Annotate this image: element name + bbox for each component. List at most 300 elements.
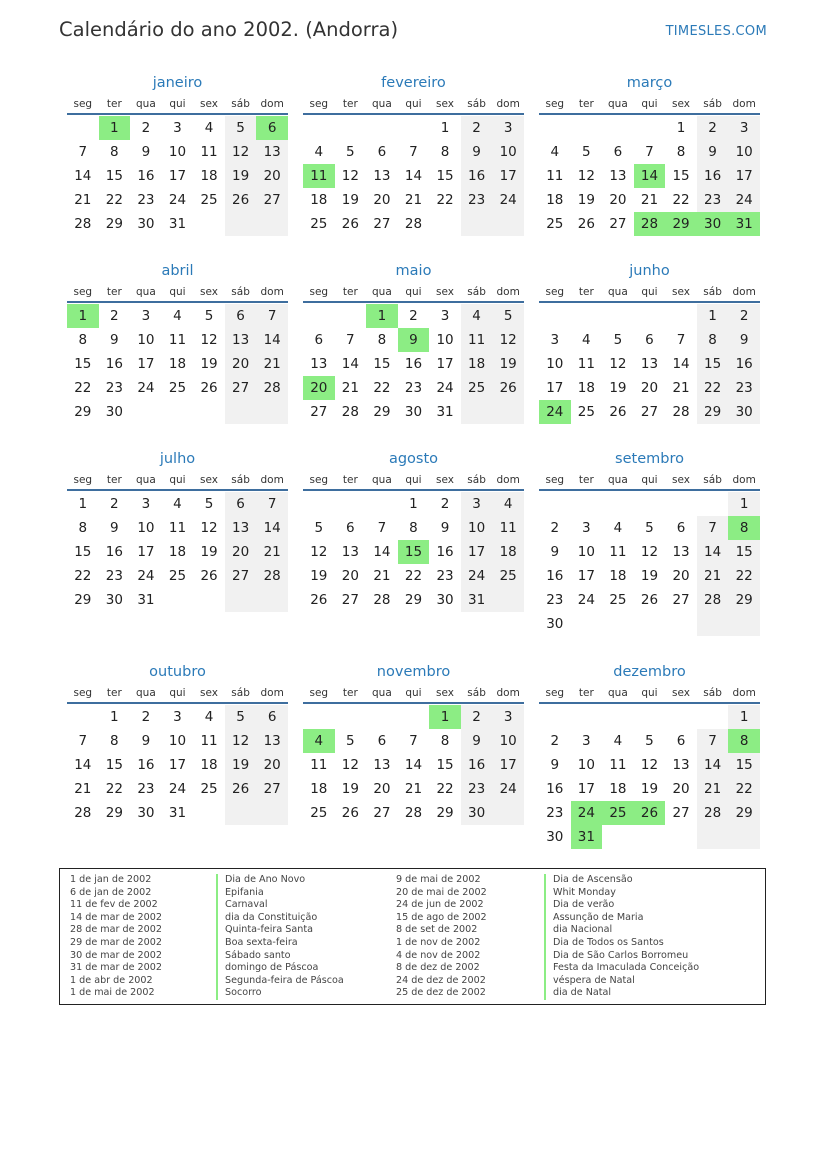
day-cell: 8 <box>110 733 119 749</box>
day-cell: 14 <box>256 516 288 540</box>
week-row <box>303 564 524 588</box>
empty-cell <box>67 705 99 729</box>
day-cell: 22 <box>672 192 690 208</box>
month-novembro <box>303 659 524 825</box>
empty-cell <box>492 801 524 825</box>
weekday-label: sáb <box>231 98 250 110</box>
holiday-day-cell: 24 <box>539 400 571 424</box>
day-cell: 2 <box>409 308 418 324</box>
weekday-label: sex <box>200 474 219 486</box>
month-junho <box>539 258 760 424</box>
day-cell: 26 <box>640 592 659 608</box>
weekday-label: sáb <box>467 98 486 110</box>
day-cell: 6 <box>256 705 288 729</box>
legend-date: 25 de dez de 2002 <box>396 987 486 999</box>
weekday-label: qua <box>372 687 392 699</box>
day-cell: 31 <box>436 404 454 420</box>
day-cell: 9 <box>141 144 151 160</box>
week-row <box>539 212 760 236</box>
day-cell: 19 <box>341 192 359 208</box>
day-cell: 3 <box>173 120 182 136</box>
weekday-header <box>303 96 524 115</box>
site-link[interactable]: TIMESLES.COM <box>665 24 767 39</box>
day-cell: 13 <box>341 544 359 560</box>
day-cell: 6 <box>645 332 654 348</box>
day-cell: 10 <box>168 733 187 749</box>
weekday-label: qua <box>136 474 156 486</box>
legend-holiday-name: Dia de Ascensão <box>544 874 699 887</box>
day-cell: 4 <box>461 304 493 328</box>
empty-cell <box>728 612 760 636</box>
empty-cell <box>697 612 729 636</box>
day-cell: 22 <box>728 777 760 801</box>
day-cell: 19 <box>225 164 257 188</box>
day-cell: 9 <box>697 140 729 164</box>
day-cell: 7 <box>409 733 418 749</box>
week-row <box>539 777 760 801</box>
week-row <box>539 540 760 564</box>
week-row <box>539 753 760 777</box>
day-cell: 9 <box>461 729 493 753</box>
day-cell: 7 <box>346 332 355 348</box>
weekday-label: qua <box>136 687 156 699</box>
day-cell: 6 <box>346 520 355 536</box>
day-cell: 2 <box>550 733 560 749</box>
weekday-label: qua <box>608 98 628 110</box>
day-cell: 18 <box>577 380 595 396</box>
weekday-label: qui <box>405 474 422 486</box>
week-row <box>67 188 288 212</box>
weekday-label: qui <box>405 687 422 699</box>
empty-cell <box>492 212 524 236</box>
empty-cell <box>697 825 729 849</box>
weekday-header <box>539 685 760 704</box>
empty-cell <box>335 492 367 516</box>
day-cell: 20 <box>256 753 288 777</box>
month-janeiro <box>67 70 288 236</box>
day-cell: 3 <box>440 308 450 324</box>
day-cell: 8 <box>440 144 450 160</box>
legend-date: 28 de mar de 2002 <box>70 924 162 936</box>
legend-date: 1 de mai de 2002 <box>70 987 155 999</box>
month-title: dezembro <box>613 664 686 680</box>
empty-cell <box>665 705 697 729</box>
day-cell: 3 <box>728 116 760 140</box>
day-cell: 7 <box>409 144 418 160</box>
month-outubro <box>67 659 288 825</box>
day-cell: 30 <box>404 404 423 420</box>
day-cell: 11 <box>310 757 328 773</box>
day-cell: 26 <box>341 216 359 232</box>
day-cell: 14 <box>74 757 92 773</box>
day-cell: 29 <box>728 588 760 612</box>
day-cell: 4 <box>582 332 591 348</box>
day-cell: 5 <box>346 733 355 749</box>
weekday-label: qua <box>136 98 156 110</box>
weekday-label: qua <box>372 286 392 298</box>
day-cell: 7 <box>256 304 288 328</box>
month-title: novembro <box>376 664 451 680</box>
day-cell: 7 <box>256 492 288 516</box>
page-title: Calendário do ano 2002. (Andorra) <box>59 18 399 41</box>
weekday-label: seg <box>545 98 565 110</box>
day-cell: 27 <box>672 805 690 821</box>
day-cell: 4 <box>314 144 324 160</box>
day-cell: 16 <box>461 164 493 188</box>
weekday-label: qui <box>641 687 658 699</box>
holiday-day-cell: 31 <box>571 825 603 849</box>
weekday-label: dom <box>732 687 756 699</box>
day-cell: 5 <box>204 496 214 512</box>
weekday-header <box>539 472 760 491</box>
legend-holiday-name: Dia de Ano Novo <box>216 874 344 887</box>
weekday-label: seg <box>545 286 565 298</box>
weekday-label: qui <box>169 687 186 699</box>
day-cell: 30 <box>728 400 760 424</box>
day-cell: 15 <box>697 352 729 376</box>
day-cell: 20 <box>256 164 288 188</box>
day-cell: 12 <box>200 520 218 536</box>
day-cell: 13 <box>672 544 690 560</box>
day-cell: 5 <box>346 144 355 160</box>
day-cell: 3 <box>173 709 182 725</box>
day-cell: 17 <box>577 781 595 797</box>
day-cell: 19 <box>310 568 328 584</box>
empty-cell <box>571 492 603 516</box>
weekday-label: qui <box>641 474 658 486</box>
weekday-label: sáb <box>703 687 722 699</box>
day-cell: 10 <box>546 356 564 372</box>
day-cell: 18 <box>200 757 218 773</box>
day-cell: 18 <box>200 168 218 184</box>
legend-holiday-name: dia de Natal <box>544 987 699 1000</box>
legend-date: 20 de mai de 2002 <box>396 886 487 898</box>
weekday-label: qui <box>169 474 186 486</box>
empty-cell <box>602 304 634 328</box>
week-row <box>303 352 524 376</box>
day-cell: 12 <box>341 757 359 773</box>
day-cell: 13 <box>256 140 288 164</box>
day-cell: 3 <box>141 496 151 512</box>
day-cell: 30 <box>436 592 454 608</box>
day-cell: 29 <box>436 805 454 821</box>
day-cell: 8 <box>409 520 418 536</box>
month-julho <box>67 446 288 612</box>
week-row <box>303 492 524 516</box>
legend-holiday-name: Festa da Imaculada Conceição <box>544 962 699 975</box>
week-row <box>539 400 760 424</box>
week-row <box>303 304 524 328</box>
day-cell: 18 <box>310 192 328 208</box>
week-row <box>303 540 524 564</box>
day-cell: 28 <box>74 216 92 232</box>
day-cell: 12 <box>492 328 524 352</box>
day-cell: 13 <box>373 168 391 184</box>
legend-date: 6 de jan de 2002 <box>70 886 152 898</box>
day-cell: 31 <box>137 592 155 608</box>
empty-cell <box>539 116 571 140</box>
weekday-label: sex <box>200 98 219 110</box>
holiday-day-cell: 1 <box>67 304 99 328</box>
empty-cell <box>225 212 257 236</box>
day-cell: 21 <box>256 352 288 376</box>
month-março <box>539 70 760 236</box>
day-cell: 27 <box>609 216 627 232</box>
empty-cell <box>366 705 398 729</box>
day-cell: 15 <box>436 757 454 773</box>
day-cell: 16 <box>105 356 123 372</box>
day-cell: 28 <box>373 592 391 608</box>
day-cell: 17 <box>492 164 524 188</box>
day-cell: 26 <box>200 568 218 584</box>
week-row <box>67 212 288 236</box>
legend-holiday-name: Segunda-feira de Páscoa <box>216 975 344 988</box>
empty-cell <box>193 212 225 236</box>
week-row <box>539 825 760 849</box>
weekday-label: ter <box>342 687 358 699</box>
day-cell: 29 <box>728 801 760 825</box>
week-row <box>303 116 524 140</box>
day-cell: 23 <box>137 781 155 797</box>
legend-holiday-name: Boa sexta-feira <box>216 937 344 950</box>
empty-cell <box>162 588 194 612</box>
empty-cell <box>162 400 194 424</box>
day-cell: 26 <box>200 380 218 396</box>
day-cell: 23 <box>404 380 423 396</box>
day-cell: 14 <box>697 753 729 777</box>
day-cell: 29 <box>404 592 423 608</box>
empty-cell <box>492 588 524 612</box>
week-row <box>67 140 288 164</box>
day-cell: 17 <box>168 757 187 773</box>
day-cell: 24 <box>577 592 595 608</box>
legend-date: 31 de mar de 2002 <box>70 962 162 974</box>
day-cell: 28 <box>256 376 288 400</box>
day-cell: 9 <box>110 332 119 348</box>
day-cell: 31 <box>168 216 187 232</box>
day-cell: 28 <box>256 564 288 588</box>
day-cell: 17 <box>492 753 524 777</box>
day-cell: 27 <box>341 592 359 608</box>
day-cell: 23 <box>461 777 493 801</box>
day-cell: 24 <box>728 188 760 212</box>
day-cell: 25 <box>168 380 187 396</box>
day-cell: 6 <box>314 332 324 348</box>
day-cell: 22 <box>74 568 92 584</box>
day-cell: 21 <box>74 192 92 208</box>
day-cell: 3 <box>582 733 591 749</box>
week-row <box>67 164 288 188</box>
week-row <box>539 705 760 729</box>
day-cell: 29 <box>373 404 391 420</box>
day-cell: 16 <box>436 544 454 560</box>
day-cell: 25 <box>461 376 493 400</box>
day-cell: 16 <box>137 757 155 773</box>
weekday-label: qui <box>405 286 422 298</box>
empty-cell <box>665 825 697 849</box>
day-cell: 23 <box>697 188 729 212</box>
empty-cell <box>256 212 288 236</box>
day-cell: 1 <box>78 496 88 512</box>
day-cell: 18 <box>310 781 328 797</box>
weekday-label: ter <box>578 286 594 298</box>
day-cell: 24 <box>137 568 155 584</box>
legend-dates-right <box>396 874 487 1000</box>
month-agosto <box>303 446 524 612</box>
weekday-header <box>303 472 524 491</box>
empty-cell <box>335 705 367 729</box>
empty-cell <box>492 400 524 424</box>
weekday-label: sáb <box>703 98 722 110</box>
empty-cell <box>665 492 697 516</box>
weekday-label: qua <box>372 474 392 486</box>
empty-cell <box>634 304 666 328</box>
day-cell: 12 <box>341 168 359 184</box>
empty-cell <box>461 400 493 424</box>
day-cell: 30 <box>105 592 123 608</box>
day-cell: 24 <box>168 781 187 797</box>
day-cell: 5 <box>613 332 623 348</box>
day-cell: 2 <box>440 496 450 512</box>
day-cell: 10 <box>168 144 187 160</box>
day-cell: 11 <box>200 144 218 160</box>
weekday-label: seg <box>309 687 329 699</box>
day-cell: 10 <box>728 140 760 164</box>
week-row <box>67 516 288 540</box>
legend-holiday-name: Carnaval <box>216 899 344 912</box>
weekday-label: dom <box>732 98 756 110</box>
day-cell: 13 <box>225 516 257 540</box>
day-cell: 21 <box>341 380 359 396</box>
day-cell: 10 <box>492 729 524 753</box>
day-cell: 7 <box>645 144 654 160</box>
day-cell: 12 <box>225 140 257 164</box>
weekday-label: qua <box>372 98 392 110</box>
weekday-label: dom <box>496 687 520 699</box>
empty-cell <box>256 588 288 612</box>
day-cell: 20 <box>609 192 627 208</box>
day-cell: 6 <box>377 144 387 160</box>
empty-cell <box>634 492 666 516</box>
empty-cell <box>602 612 634 636</box>
day-cell: 14 <box>373 544 391 560</box>
day-cell: 21 <box>373 568 391 584</box>
day-cell: 20 <box>373 781 391 797</box>
day-cell: 3 <box>461 492 493 516</box>
day-cell: 9 <box>550 544 560 560</box>
empty-cell <box>697 705 729 729</box>
empty-cell <box>130 400 162 424</box>
day-cell: 25 <box>310 216 328 232</box>
empty-cell <box>398 705 430 729</box>
day-cell: 11 <box>546 168 564 184</box>
weekday-label: qui <box>405 98 422 110</box>
week-row <box>303 705 524 729</box>
weekday-label: ter <box>578 98 594 110</box>
day-cell: 22 <box>105 192 123 208</box>
day-cell: 22 <box>728 564 760 588</box>
month-title: julho <box>159 451 196 467</box>
legend-names-left <box>216 874 344 1000</box>
day-cell: 27 <box>256 188 288 212</box>
day-cell: 23 <box>461 188 493 212</box>
day-cell: 9 <box>461 140 493 164</box>
legend-holiday-name: Dia de verão <box>544 899 699 912</box>
day-cell: 11 <box>492 516 524 540</box>
weekday-label: sex <box>436 687 455 699</box>
day-cell: 5 <box>645 733 654 749</box>
month-fevereiro <box>303 70 524 236</box>
week-row <box>539 516 760 540</box>
day-cell: 19 <box>200 356 218 372</box>
legend-holiday-name: Sábado santo <box>216 950 344 963</box>
week-row <box>539 328 760 352</box>
day-cell: 11 <box>200 733 218 749</box>
day-cell: 16 <box>137 168 155 184</box>
weekday-label: dom <box>732 474 756 486</box>
week-row <box>67 400 288 424</box>
legend-date: 30 de mar de 2002 <box>70 949 162 961</box>
day-cell: 17 <box>137 544 155 560</box>
holiday-day-cell: 4 <box>303 729 335 753</box>
weekday-label: sex <box>672 687 691 699</box>
holiday-day-cell: 1 <box>429 705 461 729</box>
day-cell: 2 <box>728 304 760 328</box>
day-cell: 25 <box>168 568 187 584</box>
empty-cell <box>602 705 634 729</box>
day-cell: 4 <box>550 144 560 160</box>
day-cell: 26 <box>225 188 257 212</box>
day-cell: 15 <box>74 356 92 372</box>
day-cell: 3 <box>492 705 524 729</box>
weekday-label: dom <box>732 286 756 298</box>
day-cell: 17 <box>546 380 564 396</box>
day-cell: 18 <box>168 544 187 560</box>
month-title: abril <box>161 263 194 279</box>
weekday-label: dom <box>260 687 284 699</box>
day-cell: 25 <box>200 781 218 797</box>
day-cell: 14 <box>672 356 690 372</box>
weekday-label: sex <box>672 98 691 110</box>
week-row <box>67 304 288 328</box>
weekday-label: sáb <box>703 286 722 298</box>
legend-holiday-name: Socorro <box>216 987 344 1000</box>
empty-cell <box>571 116 603 140</box>
weekday-label: sex <box>672 286 691 298</box>
day-cell: 15 <box>373 356 391 372</box>
week-row <box>67 801 288 825</box>
weekday-label: qui <box>169 98 186 110</box>
week-row <box>539 612 760 636</box>
day-cell: 23 <box>105 380 123 396</box>
day-cell: 5 <box>582 144 591 160</box>
legend-holiday-name: Dia de Todos os Santos <box>544 937 699 950</box>
month-title: junho <box>629 263 670 279</box>
day-cell: 23 <box>436 568 454 584</box>
day-cell: 5 <box>225 116 257 140</box>
day-cell: 17 <box>168 168 187 184</box>
month-title: agosto <box>388 451 439 467</box>
day-cell: 16 <box>546 781 564 797</box>
day-cell: 27 <box>373 805 391 821</box>
empty-cell <box>634 705 666 729</box>
day-cell: 23 <box>105 568 123 584</box>
day-cell: 21 <box>404 781 423 797</box>
legend-dates-left <box>70 874 162 1000</box>
day-cell: 29 <box>105 216 123 232</box>
empty-cell <box>571 612 603 636</box>
day-cell: 20 <box>225 352 257 376</box>
